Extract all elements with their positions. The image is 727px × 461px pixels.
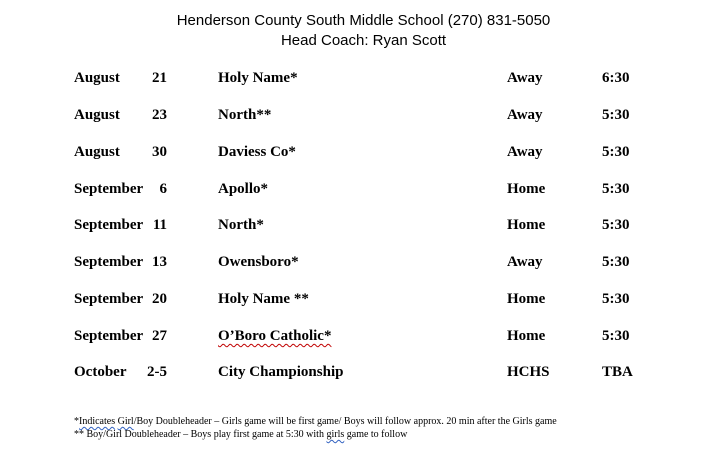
schedule-row	[0, 362, 727, 382]
footnote-marker: *	[74, 416, 79, 427]
game-day: 20	[152, 291, 167, 307]
game-time: 5:30	[602, 328, 630, 344]
game-day: 23	[152, 107, 167, 123]
schedule-row	[0, 289, 727, 309]
game-month: October	[74, 364, 127, 380]
game-opponent: North**	[218, 107, 272, 123]
game-opponent: Owensboro*	[218, 254, 299, 270]
game-location: Away	[507, 70, 543, 86]
game-day: 11	[152, 217, 167, 233]
game-month: September	[74, 217, 144, 233]
game-time: 5:30	[602, 291, 630, 307]
game-opponent: City Championship	[218, 364, 344, 380]
game-time: 5:30	[602, 181, 630, 197]
game-time: TBA	[602, 364, 633, 380]
footnote-text: ** Boy/Girl Doubleheader – Boys play first game at 5:30 with	[74, 429, 327, 440]
game-day: 21	[152, 70, 167, 86]
game-month: September	[74, 291, 144, 307]
game-month: August	[74, 144, 120, 160]
schedule-row	[0, 142, 727, 162]
schedule-row	[0, 326, 727, 346]
game-location: Away	[507, 144, 543, 160]
game-day: 2-5	[147, 364, 167, 380]
game-location: Home	[507, 328, 546, 344]
game-opponent: O’Boro Catholic*	[218, 328, 332, 344]
footnote-double-asterisk	[74, 428, 714, 441]
head-coach: Head Coach: Ryan Scott	[280, 32, 447, 49]
game-month: September	[74, 328, 144, 344]
game-location: Away	[507, 107, 543, 123]
game-location: HCHS	[507, 364, 550, 380]
footnote-text: Girl	[117, 416, 134, 427]
game-day: 6	[159, 181, 167, 197]
footnote-text: game to follow	[344, 429, 408, 440]
footnote-text: girls	[326, 429, 345, 440]
game-opponent: Apollo*	[218, 181, 269, 197]
game-month: August	[74, 70, 120, 86]
schedule-row	[0, 179, 727, 199]
game-day: 30	[152, 144, 167, 160]
game-month: September	[74, 254, 144, 270]
game-time: 5:30	[602, 217, 630, 233]
schedule-row	[0, 68, 727, 88]
game-time: 5:30	[602, 107, 630, 123]
game-day: 27	[152, 328, 167, 344]
schedule-row	[0, 105, 727, 125]
game-opponent: Holy Name **	[218, 291, 309, 307]
game-time: 5:30	[602, 254, 630, 270]
footnote-single-asterisk	[74, 415, 714, 428]
footnotes	[74, 415, 714, 441]
footnote-text: /Boy Doubleheader – Girls game will be first game/ Boys will follow approx. 20 min after the Girls game	[133, 416, 557, 427]
game-day: 13	[152, 254, 167, 270]
game-month: August	[74, 107, 120, 123]
game-location: Away	[507, 254, 543, 270]
game-location: Home	[507, 181, 546, 197]
game-location: Home	[507, 291, 546, 307]
game-time: 5:30	[602, 144, 630, 160]
footnote-text: Indicates	[79, 416, 116, 427]
school-name-phone: Henderson County South Middle School (270) 831-5050	[176, 12, 551, 29]
game-time: 6:30	[602, 70, 630, 86]
schedule-row	[0, 215, 727, 235]
game-opponent: Daviess Co*	[218, 144, 296, 160]
game-opponent: Holy Name*	[218, 70, 298, 86]
schedule-row	[0, 252, 727, 272]
game-location: Home	[507, 217, 546, 233]
game-month: September	[74, 181, 144, 197]
game-opponent: North*	[218, 217, 264, 233]
